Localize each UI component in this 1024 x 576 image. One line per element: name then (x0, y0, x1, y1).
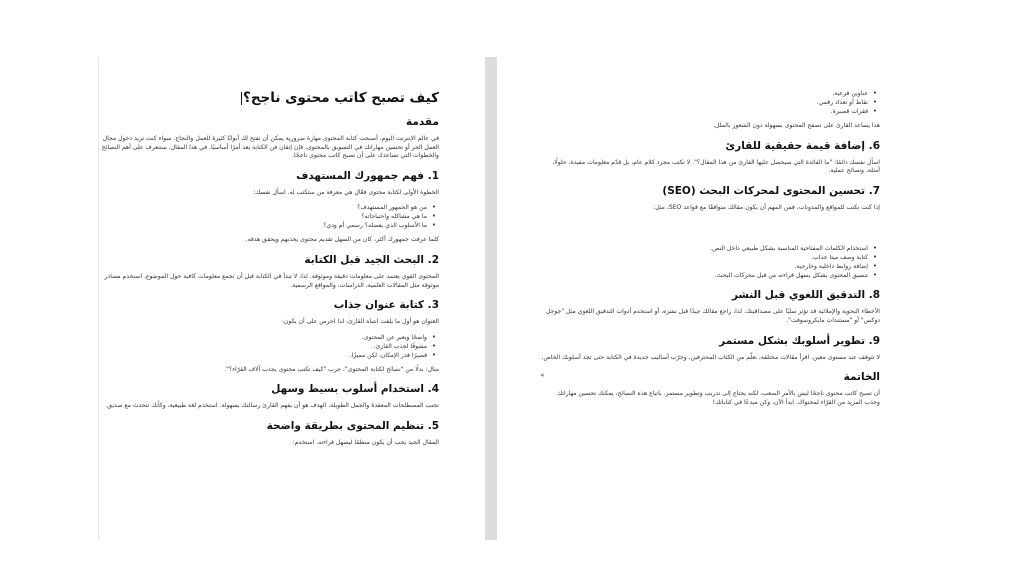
section-heading[interactable]: 2. البحث الجيد قبل الكتابة (304, 253, 439, 266)
section-heading[interactable]: 8. التدقيق اللغوي قبل النشر (732, 289, 880, 302)
list-item[interactable]: • كتابة وصف ميتا جذاب. (540, 253, 868, 262)
paragraph[interactable]: كلما عرفت جمهورك أكثر، كان من السهل تقديم محتوى يجذبهم ويحقق هدفه. (245, 236, 439, 244)
document-page-1[interactable] (98, 57, 439, 540)
section-heading[interactable]: الخاتمة (843, 371, 880, 384)
paragraph[interactable]: مثال: بدلًا من "نصائح لكتابة المحتوى"، جرب "كيف تكتب محتوى يجذب آلاف القرّاء؟". (224, 365, 439, 373)
paragraph[interactable]: إذا كنت تكتب للمواقع والمدونات، فمن المهم أن يكون مقالك متوافقًا مع قواعد SEO، مثل: (653, 203, 880, 211)
paragraph[interactable]: أن تصبح كاتب محتوى ناجحًا ليس بالأمر الصعب، لكنه يحتاج إلى تدريب وتطوير مستمر. باتباع هذه النصائح، يمكنك تحسين مهاراتك وجذب المزيد من القرّاء لمحتواك. ابدأ الآن، وكن مبدعًا في كتاباتك! (557, 390, 880, 406)
paragraph[interactable]: لا تتوقف عند مستوى معين. اقرأ مقالات مختلفة، تعلّم من الكتاب المحترفين، وجرّب أساليب جديدة في الكتابة حتى تجد أسلوبك الخاص. (541, 353, 880, 361)
list-item[interactable]: • فقرات قصيرة. (540, 107, 868, 116)
collapse-triangle-icon[interactable]: ◂ (540, 371, 544, 380)
list-item[interactable]: • إضافة روابط داخلية وخارجية. (540, 262, 868, 271)
section-heading[interactable]: 7. تحسين المحتوى لمحركات البحث (SEO) (662, 184, 880, 197)
list-item[interactable]: • قصيرًا قدر الإمكان، لكن مميزًا. (99, 351, 427, 360)
list-item[interactable]: • استخدام الكلمات المفتاحية المناسبة بشكل طبيعي داخل النص. (540, 244, 868, 253)
paragraph[interactable]: اسأل نفسك دائمًا: "ما الفائدة التي سيحصل عليها القارئ من هذا المقال؟". لا تكتب مجرد كلام عام، بل قدّم معلومات مفيدة، حلولًا، أمثلة، ونصائح عملية. (552, 158, 880, 175)
section-heading[interactable]: 5. تنظيم المحتوى بطريقة واضحة (266, 419, 439, 432)
bullet-list (99, 333, 439, 360)
paragraph[interactable]: الخطوة الأولى لكتابة محتوى فعّال هي معرفة من ستكتب له. اسأل نفسك: (253, 188, 439, 196)
list-item[interactable]: • تنسيق المحتوى بشكل يسهل قراءته من قبل محركات البحث. (540, 271, 868, 280)
section-heading[interactable]: 4. استخدام أسلوب بسيط وسهل (271, 383, 439, 396)
conclusion-heading-row (540, 370, 880, 384)
section-heading[interactable]: 1. فهم جمهورك المستهدف (296, 169, 439, 182)
bullet-list (540, 89, 880, 116)
list-item[interactable]: • نقاط أو تعداد رقمي. (540, 98, 868, 107)
paragraph[interactable]: هذا يساعد القارئ على تصفح المحتوى بسهولة دون الشعور بالملل. (713, 122, 880, 129)
paragraph[interactable]: تجنب المصطلحات المعقدة والجمل الطويلة. الهدف هو أن يفهم القارئ رسالتك بسهولة. استخدم لغة طبيعية، وكأنك تتحدث مع صديق. (105, 402, 439, 410)
paragraph[interactable]: الأخطاء النحوية والإملائية قد تؤثر سلبًا على مصداقيتك. لذا، راجع مقالك جيدًا قبل نشره، أو استخدم أدوات التدقيق اللغوي مثل "جوجل دوكس" أو "مستندات مايكروسوفت". (545, 308, 880, 324)
page-gutter (485, 57, 497, 540)
list-item[interactable]: • ما الأسلوب الذي يفضله؟ رسمي أم ودي؟ (99, 221, 427, 230)
list-item[interactable]: • ما هي مشاكله واحتياجاته؟ (99, 212, 427, 221)
paragraph[interactable]: العنوان هو أول ما يلفت انتباه القارئ، لذا احرص على أن يكون: (281, 318, 439, 326)
section-heading[interactable]: مقدمة (406, 116, 439, 128)
section-heading[interactable]: 9. تطوير أسلوبك بشكل مستمر (719, 334, 880, 347)
paragraph[interactable]: المقال الجيد يجب أن يكون منظمًا ليسهل قراءته. استخدم: (292, 438, 439, 446)
document-title[interactable]: كيف تصبح كاتب محتوى ناجح؟ (243, 90, 439, 106)
list-item[interactable]: • من هو الجمهور المستهدف؟ (99, 203, 427, 212)
section-heading[interactable]: 3. كتابة عنوان جذاب (333, 299, 439, 312)
window-top-area (0, 0, 1024, 30)
list-item[interactable]: • مشوقًا لجذب القارئ. (99, 342, 427, 351)
document-page-2[interactable] (540, 57, 880, 540)
page-2-content (540, 89, 880, 407)
list-item[interactable]: • عناوين فرعية. (540, 89, 868, 98)
bullet-list (99, 203, 439, 230)
paragraph[interactable]: في عالم الإنترنت اليوم، أصبحت كتابة المحتوى مهارة ضرورية يمكن أن تفتح لك أبوابًا كثيرة للعمل والنجاح. سواء كنت تريد دخول مجال العمل الحر أو تحسين مهاراتك في التسويق بالمحتوى، فإن إتقان فن الكتابة يعد أمرًا أساسيًا. في هذا المقال، سنتعرف على أهم النصائح والخطوات التي تساعدك على أن تصبح كاتب محتوى ناجحًا. (101, 135, 439, 160)
text-cursor (241, 92, 242, 105)
page-1-content (99, 115, 439, 448)
bullet-list (540, 244, 880, 280)
section-heading[interactable]: 6. إضافة قيمة حقيقية للقارئ (725, 139, 880, 152)
list-item[interactable]: • واضحًا ويعبر عن المحتوى. (99, 333, 427, 342)
paragraph[interactable]: المحتوى القوي يعتمد على معلومات دقيقة وموثوقة. لذا، لا تبدأ في الكتابة قبل أن تجمع معلومات كافية حول الموضوع. استخدم مصادر موثوقة مثل المقالات العلمية، الدراسات، والمواقع الرسمية. (104, 272, 439, 289)
